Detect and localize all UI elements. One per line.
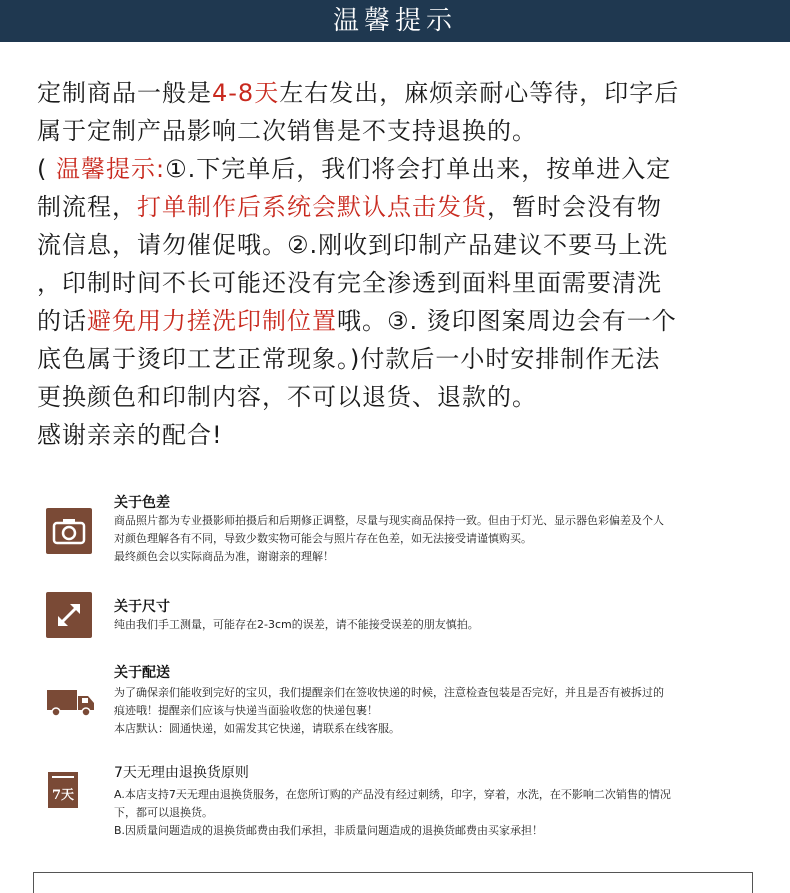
section-line: 下，都可以退换货。 (114, 806, 213, 819)
section-line: 对颜色理解各有不同，导致少数实物可能会与照片存在色差，如无法接受请谨慎购买。 (114, 532, 532, 545)
notice-line: 属于定制产品影响二次销售是不支持退换的。 (37, 117, 537, 145)
notice-text-span: 左右发出，麻烦亲耐心等待，印字后 (279, 79, 680, 107)
header-banner (0, 0, 790, 42)
section-title: 关于配送 (114, 665, 170, 681)
section-line: B.因质量问题造成的退换货邮费由我们承担，非质量问题造成的退换货邮费由买家承担！ (114, 824, 544, 837)
notice-line (37, 74, 767, 112)
section-line: 商品照片都为专业摄影师拍摄后和后期修正调整，尽量与现实商品保持一致。但由于灯光、显示器色彩偏差及个人 (114, 514, 664, 527)
section-line: 本店默认：圆通快递，如需发其它快递，请联系在线客服。 (114, 722, 400, 735)
section-title: 关于尺寸 (114, 599, 170, 615)
notice-text-span: ，暂时会没有物 (487, 193, 662, 221)
calendar-icon-text: 7天 (51, 787, 75, 803)
bottom-frame (33, 872, 753, 893)
notice-red-span: 4-8天 (212, 79, 280, 107)
notice-line: 更换颜色和印制内容，不可以退货、退款的。 (37, 383, 537, 411)
section-line: 痕迹哦！提醒亲们应该与快递当面验收您的快递包裹！ (114, 704, 378, 717)
notice-red-span: 打单制作后系统会默认点击发货 (137, 193, 487, 221)
notice-line: 底色属于烫印工艺正常现象。)付款后一小时安排制作无法 (37, 345, 661, 373)
section-line: 纯由我们手工测量，可能存在2-3cm的误差，请不能接受误差的朋友慎拍。 (114, 618, 479, 631)
notice-line: 感谢亲亲的配合! (37, 421, 223, 449)
section-line: A.本店支持7天无理由退换货服务，在您所订购的产品没有经过刺绣，印字，穿着，水洗，在不影响二次销售的情况 (114, 788, 671, 801)
section-body (114, 512, 774, 566)
truck-icon (46, 680, 96, 726)
notice-line: ，印制时间不长可能还没有完全渗透到面料里面需要清洗 (37, 269, 662, 297)
notice-text-span: 的话 (37, 307, 87, 335)
notice-text (37, 74, 767, 454)
notice-line: 流信息，请勿催促哦。②.刚收到印制产品建议不要马上洗 (37, 231, 669, 259)
notice-text-span: 定制商品一般是 (37, 79, 212, 107)
notice-line (37, 150, 767, 188)
notice-text-span: 制流程， (37, 193, 137, 221)
notice-text-span: 哦。③. 烫印图案周边会有一个 (337, 307, 677, 335)
section-title: 关于色差 (114, 495, 170, 511)
header-title: 温馨提示 (332, 6, 457, 36)
notice-red-span: 避免用力搓洗印制位置 (87, 307, 337, 335)
section-title: 7天无理由退换货原则 (114, 765, 249, 781)
notice-red-span: 温馨提示: (56, 155, 166, 183)
section-body (114, 684, 774, 738)
section-line: 最终颜色会以实际商品为准，谢谢亲的理解！ (114, 550, 334, 563)
section-line: 为了确保亲们能收到完好的宝贝，我们提醒亲们在签收快递的时候，注意检查包装是否完好，并且是否有被拆过的 (114, 686, 664, 699)
notice-text-span: ( (37, 155, 56, 183)
camera-icon (46, 508, 92, 554)
seven-days-calendar-icon (48, 772, 78, 808)
notice-line (37, 188, 767, 226)
notice-line (37, 302, 767, 340)
section-body (114, 616, 774, 634)
resize-arrow-icon (46, 592, 92, 638)
section-body (114, 786, 774, 840)
notice-text-span: ①.下完单后，我们将会打单出来，按单进入定 (165, 155, 672, 183)
